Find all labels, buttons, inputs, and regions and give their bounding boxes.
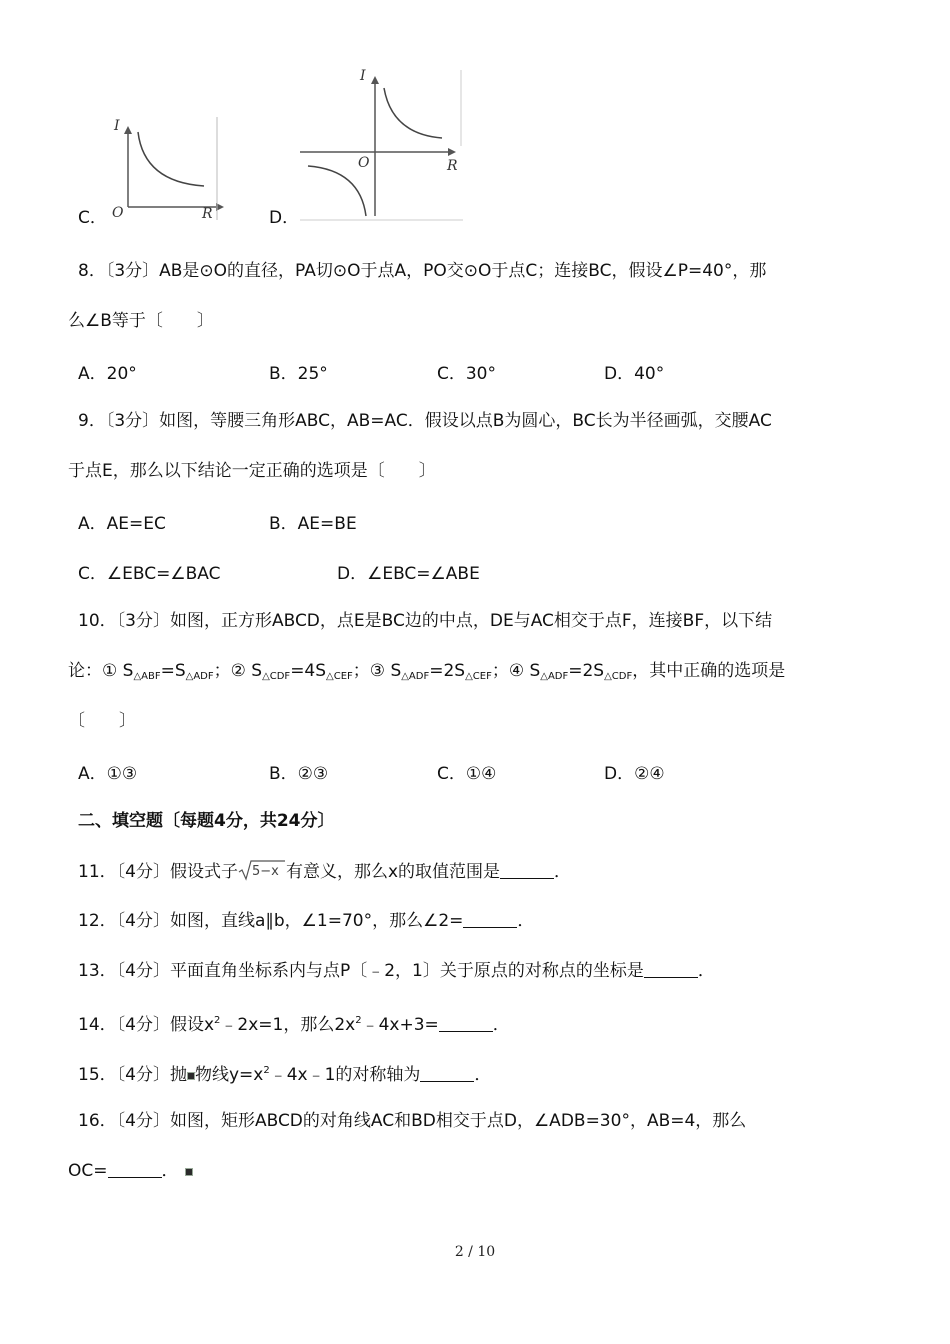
answer-blank[interactable]	[108, 1161, 162, 1178]
answer-blank[interactable]	[463, 911, 517, 928]
option-d-label: D．	[269, 208, 300, 228]
q10-sub: △ADF	[401, 671, 430, 682]
q10-text: =S	[160, 661, 186, 681]
q10-text: ，其中正确的选项是	[632, 661, 786, 681]
q14-exp: 2	[214, 1015, 221, 1026]
q15-p3: ﹣4x﹣1的对称轴为	[269, 1065, 421, 1085]
q10-option-b[interactable]: B．②③	[269, 764, 329, 784]
q10-sub: △CEF	[326, 671, 353, 682]
graph-d-inverse-curve	[300, 66, 465, 222]
q10-option-d[interactable]: D．②④	[604, 764, 665, 784]
q8-option-b[interactable]: B．25°	[269, 364, 328, 384]
q15-stem	[78, 1059, 491, 1087]
answer-blank[interactable]	[439, 1015, 493, 1032]
q10-text: =2S	[429, 661, 466, 681]
q10-sub: △ADF	[185, 671, 214, 682]
option-c-label: C．	[78, 208, 107, 228]
q9-option-d[interactable]: D．∠EBC=∠ABE	[337, 564, 480, 584]
graph-d-origin: O	[358, 155, 370, 171]
q10-sub: △CDF	[262, 671, 291, 682]
q9-stem-line2: 于点E，那么以下结论一定正确的选项是〔 〕	[68, 461, 436, 481]
q10-stem-line2	[68, 659, 785, 689]
section-heading: 二、填空题〔每题4分，共24分〕	[78, 811, 335, 831]
q15-exp: 2	[263, 1065, 270, 1076]
q13-text: 13．〔4分〕平面直角坐标系内与点P〔﹣2，1〕关于原点的对称点的坐标是	[78, 961, 644, 981]
q16-end: ．	[161, 1161, 179, 1181]
graph-c-origin: O	[112, 205, 124, 221]
q11-suffix: 有意义，那么x的取值范围是	[285, 862, 501, 882]
q8-stem-line2: 么∠B等于〔 〕	[68, 311, 214, 331]
q11-prefix: 11．〔4分〕假设式子	[78, 862, 238, 882]
q10-sub: △ABF	[133, 671, 161, 682]
q14-p1: 14．〔4分〕假设x	[78, 1015, 215, 1035]
marker-icon	[185, 1168, 193, 1176]
q14-p3: ﹣4x+3=	[361, 1015, 439, 1035]
q13-end: ．	[697, 961, 715, 981]
q16-prefix: OC=	[68, 1161, 108, 1181]
q8-option-d[interactable]: D．40°	[604, 364, 665, 384]
q10-stem-line3: 〔 〕	[68, 711, 136, 731]
q13-stem	[78, 959, 715, 983]
q10-stem-line1: 10．〔3分〕如图，正方形ABCD，点E是BC边的中点，DE与AC相交于点F，连接BF，以下结	[78, 611, 773, 631]
answer-blank[interactable]	[644, 961, 698, 978]
q8-option-a[interactable]: A．20°	[78, 364, 137, 384]
graph-d-axis-r: R	[447, 158, 458, 174]
q8-stem-line1: 8．〔3分〕AB是⊙O的直径，PA切⊙O于点A，PO交⊙O于点C；连接BC，假设∠P=40°，那	[78, 261, 767, 281]
q12-end: ．	[517, 911, 535, 931]
q8-option-c[interactable]: C．30°	[437, 364, 497, 384]
q10-option-a[interactable]: A．①③	[78, 764, 138, 784]
q12-stem	[78, 909, 534, 933]
graph-c-axis-i: I	[114, 118, 120, 134]
graph-c-axis-r: R	[202, 206, 213, 222]
q10-text: 论：① S	[68, 661, 134, 681]
q9-option-b[interactable]: B．AE=BE	[269, 514, 357, 534]
q14-end: ．	[492, 1015, 510, 1035]
q12-text: 12．〔4分〕如图，直线a∥b，∠1=70°，那么∠2=	[78, 911, 464, 931]
q15-p1: 15．〔4分〕抛	[78, 1065, 187, 1085]
graph-d-axis-i: I	[360, 68, 366, 84]
q10-text: =2S	[568, 661, 605, 681]
q10-sub: △ADF	[540, 671, 569, 682]
marker-icon	[187, 1072, 195, 1080]
page-number: 2 / 10	[454, 1244, 496, 1260]
q15-end: ．	[474, 1065, 492, 1085]
q10-text: =4S	[290, 661, 327, 681]
q14-exp: 2	[355, 1015, 362, 1026]
graph-c-inverse-curve	[104, 112, 224, 222]
q9-stem-line1: 9．〔3分〕如图，等腰三角形ABC，AB=AC．假设以点B为圆心，BC长为半径画弧，交腰AC	[78, 411, 772, 431]
q11-stem	[78, 859, 571, 884]
q14-stem	[78, 1009, 510, 1037]
sqrt-radicand: 5−x	[251, 864, 279, 879]
q16-stem-line2	[68, 1159, 193, 1183]
q16-stem-line1: 16．〔4分〕如图，矩形ABCD的对角线AC和BD相交于点D，∠ADB=30°，AB=4，那么	[78, 1111, 747, 1131]
q14-p2: ﹣2x=1，那么2x	[220, 1015, 356, 1035]
q10-text: ；③ S	[352, 661, 402, 681]
q10-text: ；④ S	[491, 661, 541, 681]
q11-end: ．	[554, 862, 572, 882]
q10-sub: △CEF	[465, 671, 492, 682]
answer-blank[interactable]	[500, 862, 554, 879]
q9-option-c[interactable]: C．∠EBC=∠BAC	[78, 564, 221, 584]
q10-text: ；② S	[213, 661, 263, 681]
q10-option-c[interactable]: C．①④	[437, 764, 497, 784]
answer-blank[interactable]	[420, 1065, 474, 1082]
q10-sub: △CDF	[604, 671, 633, 682]
q15-p2: 物线y=x	[194, 1065, 264, 1085]
q9-option-a[interactable]: A．AE=EC	[78, 514, 166, 534]
sqrt-expression	[238, 859, 286, 881]
